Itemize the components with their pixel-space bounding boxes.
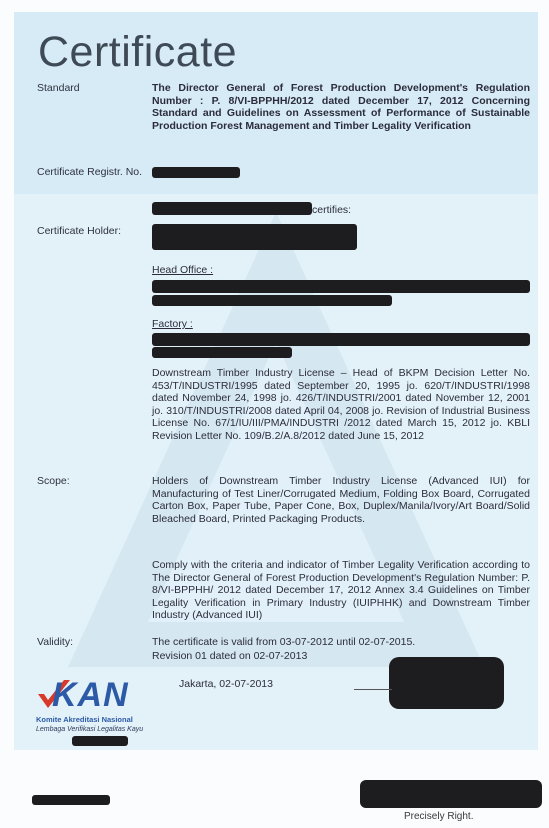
- redacted-holder-name: [152, 224, 357, 250]
- registration-label: Certificate Registr. No.: [37, 166, 143, 178]
- factory-wrap: [152, 318, 530, 331]
- scope-text-1: Holders of Downstream Timber Industry License (Advanced IUI) for Manufacturing of Test Liner/Corrugated Medium, Folding Box Board, Corrugated Carton Box, Paper Tube, Paper Cone, Box, Duplex/Manila/Ivory/Art Board/Solid Bleached Board, Printed Packaging Products.: [152, 475, 530, 525]
- kan-logo-tagline: Lembaga Verifikasi Legalitas Kayu: [36, 726, 144, 733]
- redacted-signature: [389, 657, 504, 709]
- place-date: Jakarta, 02-07-2013: [179, 678, 273, 690]
- factory-label: Factory :: [152, 318, 193, 330]
- validity-line-1: The certificate is valid from 03-07-2012 until 02-07-2015.: [152, 636, 416, 648]
- redacted-factory-line2: [152, 347, 292, 358]
- redacted-head-office-line1: [152, 280, 530, 293]
- redacted-factory-line1: [152, 333, 530, 346]
- validity-line-2: Revision 01 dated on 02-07-2013: [152, 650, 308, 662]
- certifies-text: certifies:: [312, 204, 352, 216]
- page-title: Certificate: [38, 28, 238, 76]
- kan-logo-subtitle: Komite Akreditasi Nasional: [36, 715, 133, 724]
- standard-label: Standard: [37, 82, 80, 94]
- redacted-holder-name-top: [152, 202, 312, 215]
- license-text: Downstream Timber Industry License – Head of BKPM Decision Letter No. 453/T/INDUSTRI/1995 dated September 20, 1995 jo. 620/T/INDUSTRI/1998 dated November 24, 1998 jo. 426/T/INDUSTRI/2001 dated November 12, 2001 jo. 310/T/INDUSTRI/2008 dated April 04, 2008 jo. Revision of Industrial Business License No. 67/1/IU/III/PMA/INDUSTRI /2012 dated March 15, 2012 jo. KBLI Revision Letter No. 109/B.2/A.8/2012 dated June 15, 2012: [152, 367, 530, 442]
- signature-line: [354, 689, 392, 690]
- scope-text-2: Comply with the criteria and indicator of Timber Legality Verification according to The Director General of Forest Production Development's Regulation Number: P. 8/VI-BPPHH/ 2012 dated December 17, 2012 Annex 3.4 Guidelines on Timber Legality Verification in Primary Industry (IUIPHHK) and Downstream Timber Industry (Advanced IUI): [152, 559, 530, 622]
- redacted-kan-number: [72, 736, 128, 746]
- kan-logo-word: KAN: [52, 676, 129, 714]
- holder-label: Certificate Holder:: [37, 225, 122, 237]
- footer-tagline: Precisely Right.: [404, 811, 474, 822]
- standard-text: The Director General of Forest Production Development's Regulation Number : P. 8/VI-BPPHH/2012 dated December 17, 2012 Concerning Standard and Guidelines on Assessment of Performance of Sustainable Production Forest Management and Timber Legality Verification: [152, 82, 530, 132]
- head-office-wrap: [152, 264, 530, 277]
- certificate-panel: [14, 12, 538, 750]
- redacted-footer-left: [32, 795, 110, 805]
- redacted-head-office-line2: [152, 295, 392, 306]
- redacted-registration-number: [152, 167, 240, 178]
- validity-label: Validity:: [37, 636, 73, 648]
- redacted-footer-logo: [360, 780, 542, 808]
- head-office-label: Head Office :: [152, 264, 214, 276]
- scope-label: Scope:: [37, 475, 70, 487]
